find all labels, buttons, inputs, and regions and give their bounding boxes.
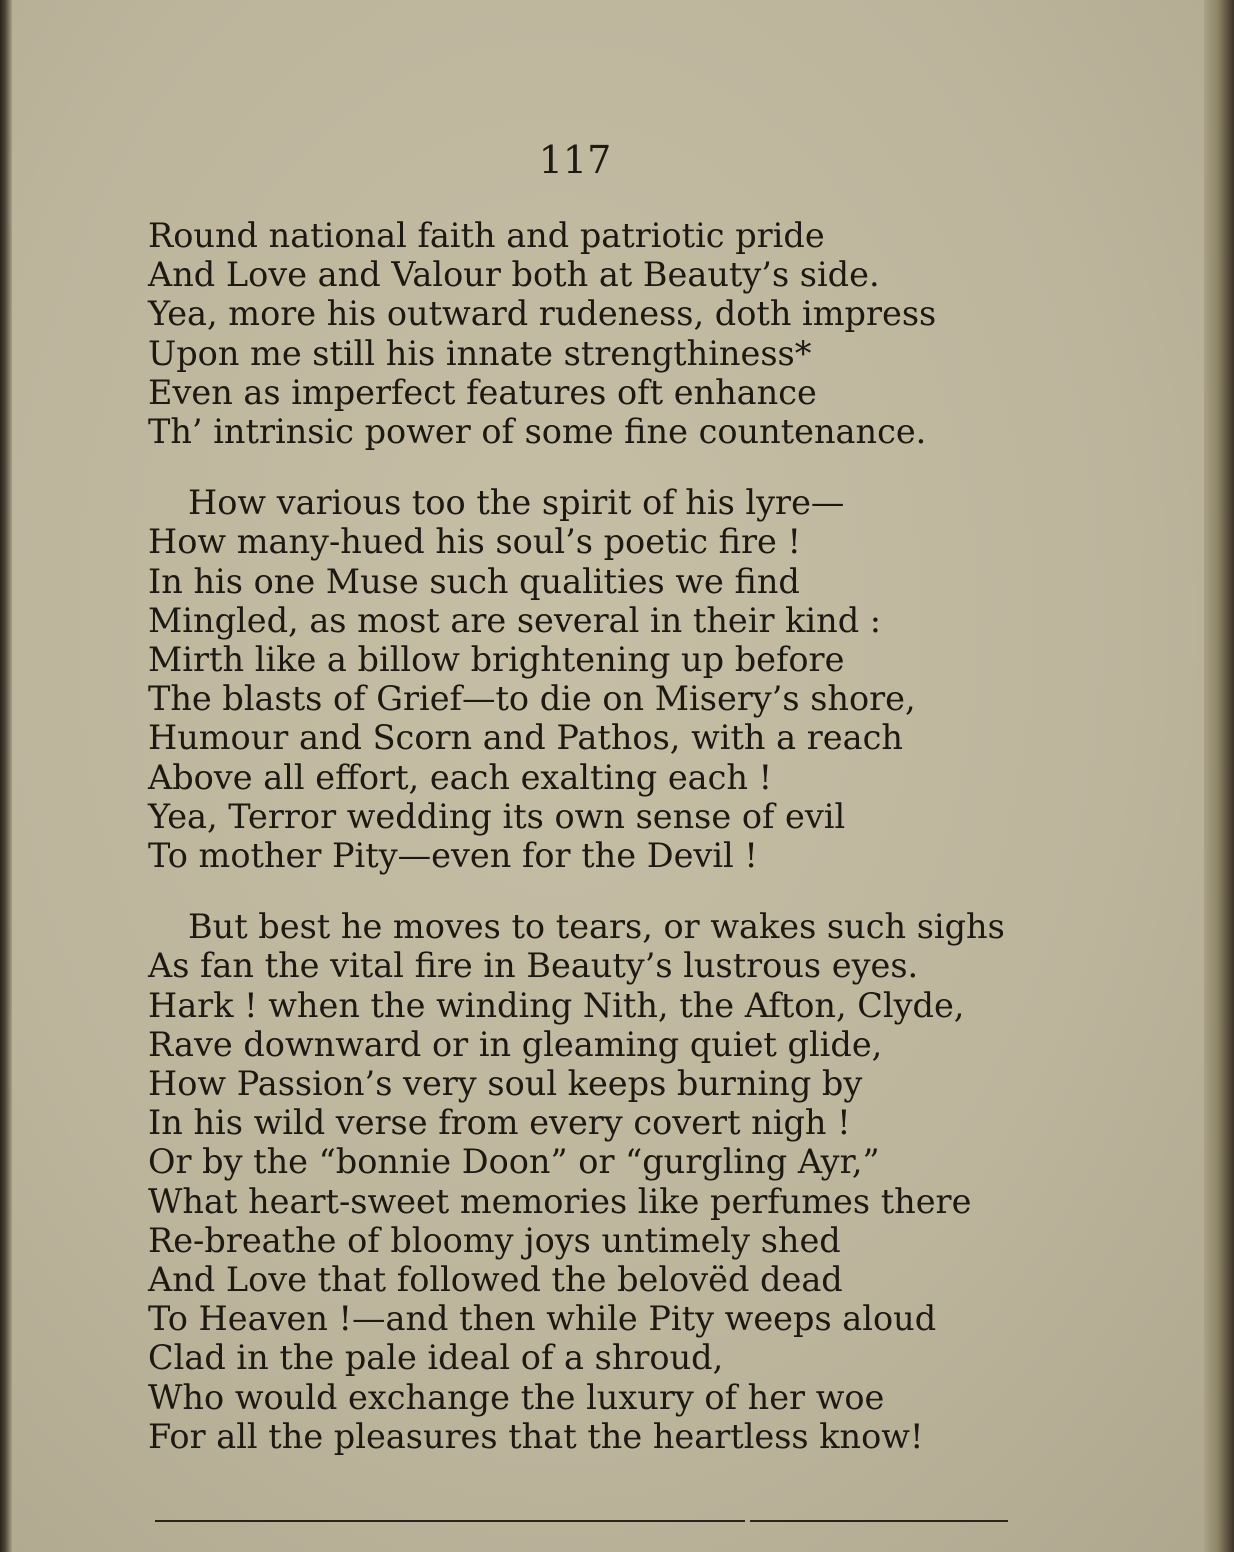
poem-line: Yea, Terror wedding its own sense of evil (148, 796, 846, 836)
poem-line: Re-breathe of bloomy joys untimely shed (148, 1220, 841, 1260)
poem-line: But best he moves to tears, or wakes such sighs (188, 907, 1005, 947)
footer-rule-right (750, 1520, 1008, 1522)
page-binding-edge (0, 0, 12, 1552)
poem-line: In his one Muse such qualities we find (148, 561, 800, 601)
stanza-1 (148, 216, 1028, 451)
poem-line: Even as imperfect features oft enhance (148, 372, 817, 412)
poem-line: Humour and Scorn and Pathos, with a reach (148, 718, 903, 758)
poem-line: Who would exchange the luxury of her woe (148, 1377, 885, 1417)
poem-line: Hark ! when the winding Nith, the Afton, Clyde, (148, 985, 965, 1025)
poem-line: Rave downward or in gleaming quiet glide, (148, 1024, 883, 1064)
poem-line: Above all effort, each exalting each ! (148, 757, 773, 797)
page-right-edge (1204, 0, 1234, 1552)
poem-line: To Heaven !—and then while Pity weeps aloud (148, 1299, 937, 1339)
poem-text (148, 216, 1028, 1488)
poem-line: Upon me still his innate strengthiness* (148, 333, 812, 373)
poem-line: What heart-sweet memories like perfumes there (148, 1181, 972, 1221)
page-number: 117 (538, 138, 612, 182)
poem-line: Or by the “bonnie Doon” or “gurgling Ayr,” (148, 1142, 880, 1182)
poem-line: Round national faith and patriotic pride (148, 216, 825, 255)
poem-line: To mother Pity—even for the Devil ! (148, 836, 758, 876)
poem-line: How many-hued his soul’s poetic fire ! (148, 522, 801, 562)
poem-line: And Love and Valour both at Beauty’s side. (148, 255, 880, 295)
stanza-3 (148, 907, 1028, 1456)
poem-line: Clad in the pale ideal of a shroud, (148, 1338, 724, 1378)
poem-line: Mirth like a billow brightening up before (148, 640, 845, 680)
poem-line: For all the pleasures that the heartless know! (148, 1416, 924, 1456)
poem-line: How various too the spirit of his lyre— (188, 483, 845, 523)
poem-line: Th’ intrinsic power of some fine countenance. (148, 412, 927, 452)
footer-rule-left (155, 1520, 745, 1522)
poem-line: How Passion’s very soul keeps burning by (148, 1064, 863, 1104)
poem-line: Mingled, as most are several in their kind : (148, 600, 882, 640)
poem-line: In his wild verse from every covert nigh ! (148, 1103, 851, 1143)
poem-line: Yea, more his outward rudeness, doth impress (148, 294, 937, 334)
poem-line: And Love that followed the belovëd dead (148, 1260, 843, 1300)
poem-line: The blasts of Grief—to die on Misery’s shore, (148, 679, 916, 719)
stanza-2 (148, 483, 1028, 875)
poem-line: As fan the vital fire in Beauty’s lustrous eyes. (148, 946, 919, 986)
